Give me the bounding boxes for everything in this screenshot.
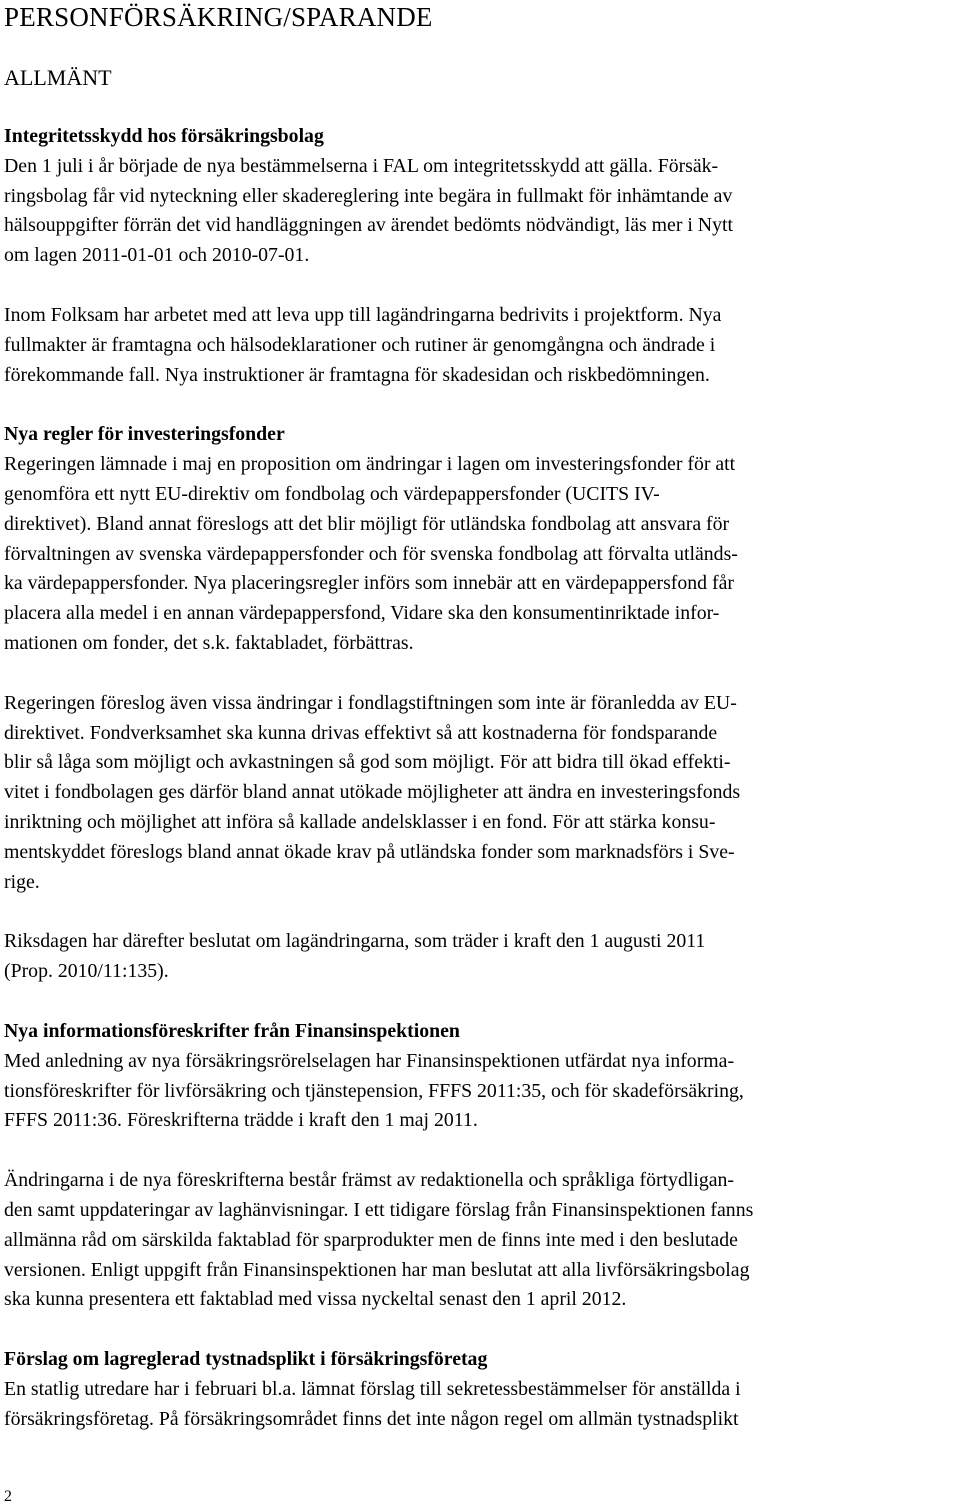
paragraph-heading: Integritetsskydd hos försäkringsbolag <box>4 125 324 147</box>
text-line: Inom Folksam har arbetet med att leva upp till lagändringarna bedrivits i projektform. Nya <box>4 303 722 326</box>
paragraph <box>4 1017 956 1136</box>
text-line: genomföra ett nytt EU-direktiv om fondbolag och värdepappersfonder (UCITS IV- <box>4 482 660 505</box>
text-line: inriktning och möjlighet att införa så kallade andelsklasser i en fond. För att stärka konsu- <box>4 810 716 833</box>
text-line: den samt uppdateringar av laghänvisningar. I ett tidigare förslag från Finansinspektionen fanns <box>4 1198 754 1221</box>
text-line: mentskyddet föreslogs bland annat ökade krav på utländska fonder som marknadsförs i Sve- <box>4 840 735 863</box>
text-line: (Prop. 2010/11:135). <box>4 960 169 983</box>
text-line: direktivet). Bland annat föreslogs att det blir möjligt för utländska fondbolag att ansvara för <box>4 512 730 535</box>
text-line: Med anledning av nya försäkringsrörelselagen har Finansinspektionen utfärdat nya informa- <box>4 1049 735 1072</box>
paragraph <box>4 689 956 898</box>
text-line: tionsföreskrifter för livförsäkring och tjänstepension, FFFS 2011:35, och för skadeförsäkring, <box>4 1079 744 1102</box>
paragraph <box>4 420 956 658</box>
text-line: direktivet. Fondverksamhet ska kunna drivas effektivt så att kostnaderna för fondsparande <box>4 721 718 744</box>
text-line: förekommande fall. Nya instruktioner är framtagna för skadesidan och riskbedömningen. <box>4 363 710 386</box>
text-line: fullmakter är framtagna och hälsodeklarationer och rutiner är genomgångna och ändrade i <box>4 333 716 356</box>
text-line: ska kunna presentera ett faktablad med vissa nyckeltal senast den 1 april 2012. <box>4 1288 627 1311</box>
page-number: 2 <box>4 1488 12 1505</box>
text-line: Den 1 juli i år började de nya bestämmelserna i FAL om integritetsskydd att gälla. Försäk- <box>4 154 719 177</box>
text-line: rige. <box>4 870 40 893</box>
text-line: förvaltningen av svenska värdepappersfonder och för svenska fondbolag att förvalta utländs- <box>4 542 738 565</box>
text-line: Regeringen lämnade i maj en proposition om ändringar i lagen om investeringsfonder för att <box>4 453 736 476</box>
text-line: En statlig utredare har i februari bl.a. lämnat förslag till sekretessbestämmelser för anställda i <box>4 1377 741 1400</box>
paragraph <box>4 1166 956 1315</box>
document-title: PERSONFÖRSÄKRING/SPARANDE <box>4 2 433 32</box>
text-line: mationen om fonder, det s.k. faktabladet, förbättras. <box>4 631 414 654</box>
text-line: ringsbolag får vid nyteckning eller skadereglering inte begära in fullmakt för inhämtande av <box>4 184 733 207</box>
text-line: Regeringen föreslog även vissa ändringar i fondlagstiftningen som inte är föranledda av EU- <box>4 691 737 714</box>
paragraph-heading: Förslag om lagreglerad tystnadsplikt i försäkringsföretag <box>4 1348 488 1371</box>
paragraph <box>4 122 956 271</box>
paragraph-heading: Nya informationsföreskrifter från Finansinspektionen <box>4 1019 460 1042</box>
paragraph-heading: Nya regler för investeringsfonder <box>4 423 285 446</box>
text-line: FFFS 2011:36. Föreskrifterna trädde i kraft den 1 maj 2011. <box>4 1109 478 1132</box>
text-line: försäkringsföretag. På försäkringsområdet finns det inte någon regel om allmän tystnadsplikt <box>4 1407 739 1430</box>
text-line: ka värdepappersfonder. Nya placeringsregler införs som innebär att en värdepappersfond får <box>4 572 734 595</box>
paragraph <box>4 1345 956 1434</box>
section-label: ALLMÄNT <box>4 65 112 90</box>
document-body <box>4 122 956 1464</box>
text-line: om lagen 2011-01-01 och 2010-07-01. <box>4 244 310 267</box>
text-line: placera alla medel i en annan värdepappersfond, Vidare ska den konsumentinriktade infor- <box>4 602 720 625</box>
paragraph <box>4 927 956 987</box>
text-line: Riksdagen har därefter beslutat om lagändringarna, som träder i kraft den 1 augusti 2011 <box>4 930 706 953</box>
text-line: vitet i fondbolagen ges därför bland annat utökade möjligheter att ändra en investeringsfonds <box>4 781 741 804</box>
text-line: hälsouppgifter förrän det vid handläggningen av ärendet bedömts nödvändigt, läs mer i Nytt <box>4 214 733 237</box>
text-line: versionen. Enligt uppgift från Finansinspektionen har man beslutat att alla livförsäkringsbolag <box>4 1258 750 1281</box>
text-line: blir så låga som möjligt och avkastningen så god som möjligt. För att bidra till ökad effekti- <box>4 751 731 774</box>
paragraph <box>4 301 956 390</box>
text-line: allmänna råd om särskilda faktablad för sparprodukter men de finns inte med i den beslutade <box>4 1228 738 1251</box>
text-line: Ändringarna i de nya föreskrifterna består främst av redaktionella och språkliga förtydligan- <box>4 1169 734 1192</box>
